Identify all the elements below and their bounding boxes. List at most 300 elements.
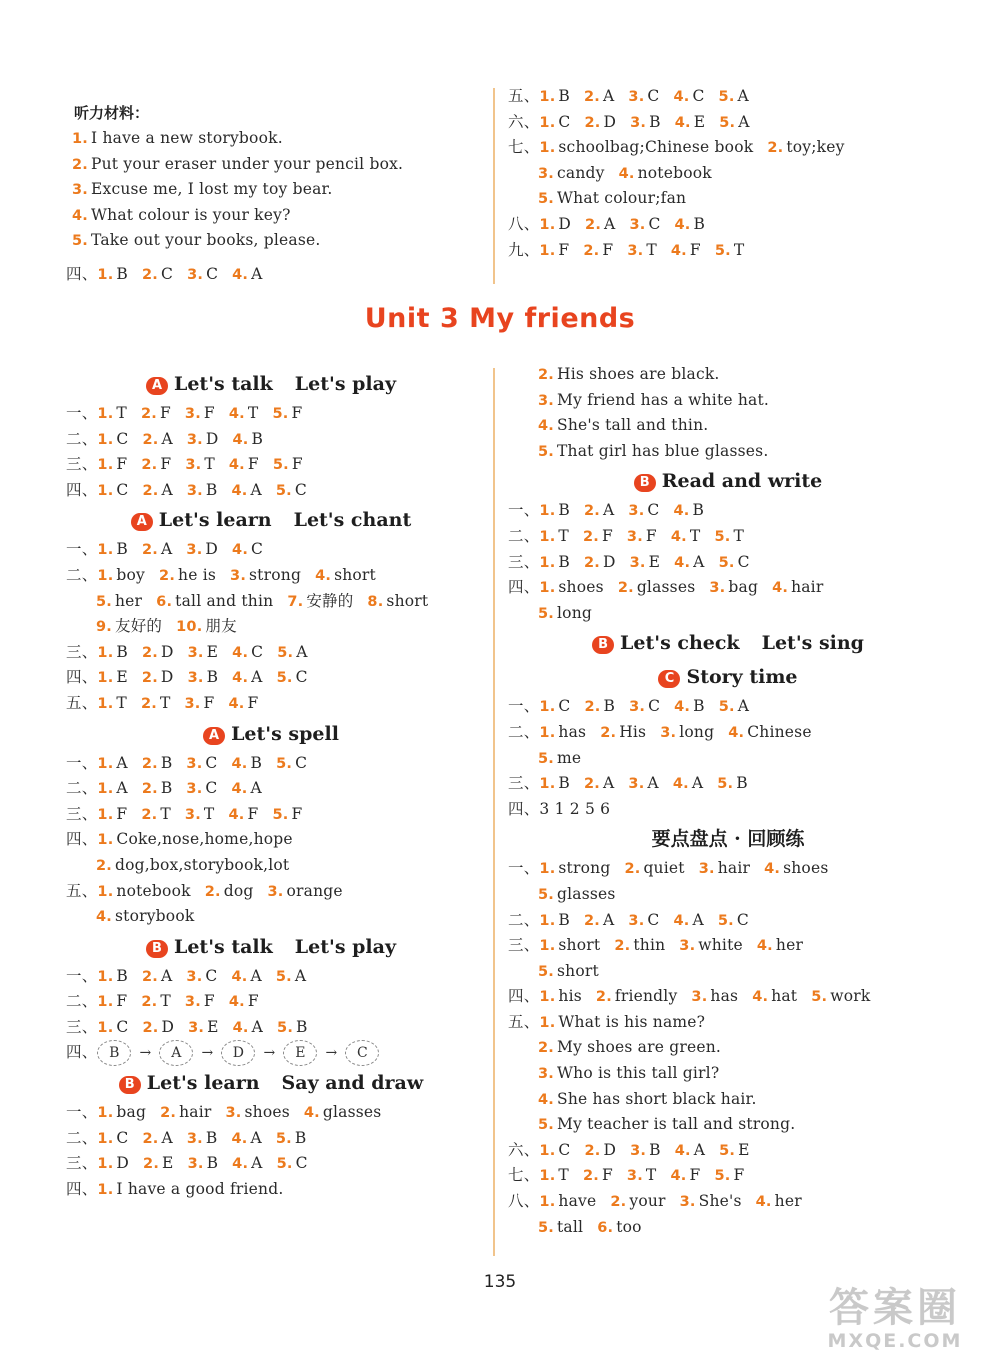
item-number: 4. — [674, 554, 691, 571]
answer-value: B — [603, 697, 616, 716]
question-group-label: 三、 — [66, 1017, 98, 1036]
listening-line — [66, 228, 476, 254]
column-divider-bottom — [493, 368, 495, 1256]
answer-value: D — [205, 429, 219, 448]
answer-value: F — [159, 404, 171, 422]
answer-value: shoes — [783, 859, 829, 878]
answer-line — [508, 1010, 948, 1036]
question-group-label: 二、 — [66, 992, 98, 1011]
item-number: 1. — [539, 580, 556, 597]
answer-value: T — [645, 1166, 657, 1185]
item-number: 3. — [186, 1130, 203, 1147]
answer-value: A — [647, 774, 659, 793]
item-number: 1. — [97, 755, 114, 772]
answer-line — [66, 401, 476, 427]
item-number: 1. — [539, 938, 556, 955]
question-group-label: 七、 — [508, 1166, 540, 1185]
item-number: 3. — [538, 392, 554, 409]
item-number: 2. — [767, 140, 784, 157]
section-title: Let's check — [620, 632, 740, 655]
item-number: 3. — [679, 1194, 696, 1211]
answer-value: 友好的 — [115, 617, 163, 636]
item-number: 1. — [97, 644, 114, 661]
answer-value: A — [251, 1017, 264, 1036]
answer-value: A — [250, 966, 262, 985]
question-group-label: 一、 — [508, 501, 540, 520]
answer-value: F — [689, 240, 701, 259]
answer-value: short — [334, 565, 376, 584]
answer-value: A — [603, 774, 615, 793]
item-number: 3. — [627, 242, 644, 259]
answer-value: E — [648, 552, 661, 571]
answer-value: T — [160, 992, 171, 1011]
answer-line — [66, 964, 476, 990]
answer-value: B — [649, 1140, 661, 1159]
item-number: 10. — [176, 619, 203, 636]
answer-value: T — [689, 526, 701, 545]
answer-value: B — [116, 540, 128, 559]
watermark-text: 答案圈 — [829, 1285, 961, 1331]
answer-value: F — [558, 240, 570, 259]
item-number: 9. — [96, 619, 112, 636]
answer-line — [508, 746, 948, 772]
sequence-node: D — [221, 1040, 255, 1066]
item-number: 3. — [628, 503, 645, 520]
item-number: 5. — [96, 593, 112, 610]
answer-value: E — [693, 112, 706, 131]
answer-value: notebook — [116, 881, 191, 900]
answer-value: C — [205, 966, 218, 985]
item-number: 3. — [184, 406, 201, 422]
answer-line — [66, 904, 476, 930]
answer-value: A — [250, 480, 262, 499]
answer-value: That girl has blue glasses. — [557, 441, 769, 460]
question-group-label: 一、 — [66, 540, 98, 559]
section-heading — [508, 822, 948, 856]
item-number: 2. — [72, 156, 88, 173]
item-number: 3. — [188, 1019, 205, 1036]
answer-value: F — [116, 804, 128, 823]
answer-line — [66, 827, 476, 853]
item-number: 5. — [538, 1117, 554, 1134]
item-number: 1. — [539, 89, 556, 105]
item-number: 3. — [691, 989, 708, 1006]
item-number: 2. — [584, 503, 600, 520]
answer-line — [508, 439, 948, 465]
item-number: 1. — [539, 114, 556, 131]
item-number: 2. — [140, 406, 157, 422]
answer-value: F — [247, 455, 259, 474]
item-number: 3. — [628, 912, 645, 929]
item-number: 1. — [97, 832, 114, 849]
item-number: 2. — [610, 1194, 627, 1211]
answer-value: I have a good friend. — [116, 1179, 284, 1198]
answer-line — [508, 959, 948, 985]
item-number: 1. — [539, 1142, 556, 1159]
item-number: 2. — [141, 457, 158, 474]
answer-value: T — [247, 404, 259, 422]
item-number: 5. — [538, 443, 554, 460]
answer-value: C — [737, 552, 750, 571]
answer-line — [508, 84, 948, 110]
answers-top-right — [508, 84, 948, 263]
item-number: 1. — [97, 968, 114, 985]
answer-value: F — [733, 1166, 745, 1185]
item-number: 4. — [674, 1142, 691, 1159]
item-number: 1. — [539, 1168, 556, 1185]
answer-value: A — [603, 501, 615, 520]
answer-value: She's — [698, 1192, 742, 1211]
item-number: 4. — [538, 1091, 554, 1108]
answer-value: your — [629, 1192, 666, 1211]
item-number: 1. — [539, 861, 556, 878]
item-number: 4. — [231, 781, 248, 798]
item-number: 3. — [184, 806, 201, 823]
answer-value: glasses — [322, 1103, 382, 1122]
item-number: 1. — [97, 695, 114, 712]
item-number: 3. — [709, 580, 726, 597]
section-title-secondary: Let's play — [294, 935, 397, 958]
item-number: 4. — [315, 567, 332, 584]
answer-value: B — [693, 697, 705, 716]
question-group-label: 三、 — [66, 1154, 98, 1173]
item-number: 1. — [97, 1130, 114, 1147]
section-badge-icon: A — [203, 727, 225, 745]
section-heading — [66, 503, 476, 537]
answer-line — [508, 413, 948, 439]
listening-line — [66, 177, 476, 203]
question-group-label: 三、 — [508, 552, 540, 571]
answer-value: T — [558, 1166, 569, 1185]
item-number: 2. — [160, 1105, 177, 1122]
answer-value: F — [291, 455, 303, 474]
answer-value: toy;key — [786, 138, 845, 157]
answer-line — [508, 1138, 948, 1164]
answer-value: My shoes are green. — [557, 1038, 722, 1057]
answer-value: E — [738, 1140, 750, 1159]
item-number: 4. — [232, 542, 249, 559]
item-number: 2. — [142, 1019, 159, 1036]
answer-value: short — [558, 936, 601, 955]
answer-value: dog,box,storybook,lot — [115, 855, 290, 874]
question-group-label: 四、 — [66, 830, 98, 849]
answer-line — [66, 1151, 476, 1177]
section-title-secondary: Let's play — [294, 373, 397, 395]
answer-line — [66, 879, 476, 905]
item-number: 5. — [714, 242, 731, 259]
item-number: 1. — [97, 1181, 114, 1198]
question-group-label: 五、 — [66, 881, 98, 900]
section-heading — [66, 717, 476, 751]
item-number: 3. — [629, 554, 646, 571]
answer-line — [66, 853, 476, 879]
answer-line — [508, 984, 948, 1010]
item-number: 1. — [97, 806, 114, 823]
answer-value: C — [558, 112, 571, 131]
watermark-url: MXQE.COM — [827, 1330, 963, 1352]
section-title: 要点盘点 · 回顾练 — [651, 828, 805, 851]
item-number: 3. — [628, 776, 645, 793]
section-heading — [66, 1066, 476, 1100]
arrow-right-icon: → — [263, 1044, 276, 1061]
item-number: 3. — [185, 457, 202, 474]
item-number: 1. — [97, 482, 114, 499]
item-number: 4. — [303, 1105, 320, 1122]
item-number: 2. — [595, 989, 612, 1006]
section-badge-icon: B — [634, 474, 656, 492]
question-group-label: 四、 — [66, 668, 98, 687]
sequence-node: A — [159, 1040, 193, 1066]
item-number: 5. — [276, 755, 293, 772]
answer-value: A — [250, 1128, 262, 1147]
item-number: 5. — [714, 1168, 731, 1185]
item-number: 2. — [140, 695, 157, 712]
answer-line — [66, 262, 476, 288]
arrow-right-icon: → — [139, 1044, 152, 1061]
item-number: 5. — [277, 1019, 294, 1036]
answer-line — [508, 1215, 948, 1241]
item-number: 3. — [267, 883, 284, 900]
answer-line — [66, 640, 476, 666]
answer-value: C — [251, 540, 264, 559]
answer-value: E — [206, 642, 219, 661]
answer-value: C — [647, 87, 660, 105]
answer-value: hair — [791, 578, 824, 597]
item-number: 5. — [719, 1142, 736, 1159]
item-number: 8. — [367, 593, 384, 610]
answer-value: F — [116, 455, 128, 474]
item-number: 1. — [539, 912, 556, 929]
answer-value: C — [648, 214, 661, 233]
section-title: Let's talk — [173, 373, 273, 395]
item-number: 4. — [228, 695, 245, 712]
answer-line — [66, 452, 476, 478]
item-number: 4. — [232, 1019, 249, 1036]
answer-value: She's tall and thin. — [557, 416, 709, 435]
answer-value: long — [557, 603, 592, 622]
item-number: 4. — [618, 165, 635, 182]
question-group-label: 二、 — [508, 526, 540, 545]
item-number: 5. — [72, 233, 88, 250]
answer-value: C — [692, 87, 705, 105]
item-number: 1. — [97, 431, 114, 448]
item-number: 4. — [232, 431, 249, 448]
answer-line — [508, 601, 948, 627]
answer-line — [508, 524, 948, 550]
question-group-label: 一、 — [66, 404, 98, 422]
answer-value: C — [558, 1140, 571, 1159]
item-number: 4. — [232, 266, 249, 283]
answer-value: shoes — [244, 1103, 290, 1122]
answer-value: has — [558, 722, 587, 741]
section-badge-icon: B — [119, 1076, 141, 1094]
answers-left-column — [66, 367, 476, 1202]
answer-value: His shoes are black. — [557, 365, 720, 383]
item-number: 1. — [539, 140, 556, 157]
item-number: 2. — [142, 1130, 159, 1147]
answer-value: T — [204, 455, 215, 474]
item-number: 5. — [714, 528, 731, 545]
answer-line — [66, 665, 476, 691]
answer-value: hair — [179, 1103, 212, 1122]
answer-line — [508, 110, 948, 136]
listening-column — [66, 100, 476, 288]
section-title: Story time — [686, 666, 798, 689]
item-number: 2. — [142, 266, 158, 283]
item-number: 1. — [97, 994, 114, 1011]
answer-value: T — [558, 526, 569, 545]
answer-value: B — [558, 87, 570, 105]
item-number: 4. — [231, 968, 248, 985]
answer-line — [66, 1100, 476, 1126]
answer-value: A — [738, 112, 750, 131]
item-number: 4. — [538, 418, 554, 435]
answer-value: long — [679, 722, 715, 741]
section-title-secondary: Let's sing — [761, 632, 864, 655]
answer-line — [508, 212, 948, 238]
answer-value: her — [115, 591, 143, 610]
item-number: 4. — [670, 1168, 687, 1185]
question-group-label: 七、 — [508, 138, 540, 157]
answer-value: D — [603, 1140, 617, 1159]
answer-value: A — [692, 910, 704, 929]
answer-value: B — [205, 480, 218, 499]
answer-value: has — [710, 987, 739, 1006]
answer-line — [508, 1087, 948, 1113]
answer-value: D — [603, 112, 617, 131]
answer-value: C — [647, 501, 660, 520]
answer-value: C — [647, 910, 660, 929]
listening-text: Take out your books, please. — [91, 231, 321, 250]
listening-heading: 听力材料： — [74, 104, 150, 122]
answer-value: tall and thin — [175, 591, 274, 610]
answer-line — [508, 1189, 948, 1215]
answer-value: bag — [116, 1103, 147, 1122]
item-number: 4. — [755, 1194, 772, 1211]
sequence-node: E — [283, 1040, 317, 1066]
answer-line — [66, 478, 476, 504]
question-group-label: 一、 — [66, 753, 98, 772]
answer-line — [66, 1015, 476, 1041]
item-number: 6. — [597, 1219, 614, 1236]
answer-line — [508, 238, 948, 264]
item-number: 2. — [538, 1040, 554, 1057]
listening-text: What colour is your key? — [91, 205, 291, 224]
section-title: Let's learn — [158, 509, 272, 532]
answer-value: A — [161, 966, 173, 985]
answer-value: D — [160, 668, 174, 687]
answer-line — [66, 691, 476, 717]
listening-text: Put your eraser under your pencil box. — [91, 154, 404, 173]
section-heading — [508, 464, 948, 498]
item-number: 2. — [204, 883, 221, 900]
item-number: 5. — [718, 699, 735, 716]
section-heading — [66, 367, 476, 401]
listening-text: I have a new storybook. — [91, 129, 283, 147]
answer-value: A — [161, 480, 173, 499]
question-group-label: 八、 — [508, 214, 540, 233]
answer-value: C — [116, 480, 129, 499]
item-number: 5. — [538, 750, 554, 767]
answer-value: A — [603, 910, 615, 929]
item-number: 4. — [772, 580, 789, 597]
answer-value: A — [296, 642, 308, 661]
listening-line — [66, 152, 476, 178]
item-number: 2. — [614, 938, 631, 955]
answer-value: D — [603, 552, 616, 571]
answer-value: me — [557, 748, 582, 767]
item-number: 4. — [673, 503, 690, 520]
item-number: 4. — [228, 806, 245, 823]
answer-line — [66, 776, 476, 802]
item-number: 4. — [231, 755, 248, 772]
item-number: 1. — [539, 1194, 556, 1211]
item-number: 3. — [186, 482, 203, 499]
answer-value: C — [116, 429, 129, 448]
answer-value: strong — [249, 565, 302, 584]
item-number: 4. — [228, 406, 245, 422]
answer-value: C — [295, 753, 308, 772]
answer-value: D — [558, 214, 572, 233]
item-number: 4. — [756, 938, 773, 955]
section-title: Read and write — [661, 470, 823, 493]
answer-value: B — [206, 1154, 219, 1173]
item-number: 1. — [539, 1014, 556, 1031]
answer-value: My teacher is tall and strong. — [557, 1115, 796, 1134]
answer-line — [66, 1177, 476, 1203]
answer-value: C — [161, 264, 174, 283]
answer-value: F — [291, 804, 303, 823]
answer-value: B — [296, 1017, 308, 1036]
answer-value: F — [291, 404, 303, 422]
answer-value: A — [691, 774, 704, 793]
item-number: 3. — [184, 695, 201, 712]
item-number: 1. — [72, 131, 88, 147]
answer-value: A — [250, 779, 262, 798]
question-group-label: 一、 — [66, 966, 98, 985]
item-number: 2. — [584, 114, 601, 131]
item-number: 5. — [275, 968, 292, 985]
answer-value: B — [206, 668, 219, 687]
answer-value: B — [558, 774, 570, 793]
answer-value: A — [161, 540, 173, 559]
answer-value: T — [646, 240, 657, 259]
column-divider-top — [493, 88, 495, 284]
question-group-label: 六、 — [508, 1140, 540, 1159]
item-number: 2. — [143, 1156, 160, 1173]
answer-value: A — [294, 966, 307, 985]
question-group-label: 五、 — [508, 1012, 540, 1031]
item-number: 4. — [673, 912, 690, 929]
answer-line — [508, 1035, 948, 1061]
answer-value: A — [116, 753, 128, 772]
listening-line — [66, 203, 476, 229]
answer-value: F — [602, 240, 614, 259]
item-number: 3. — [679, 938, 696, 955]
answer-value: C — [116, 1128, 129, 1147]
item-number: 5. — [717, 912, 734, 929]
answer-value: F — [601, 526, 613, 545]
answer-line — [66, 589, 476, 615]
item-number: 5. — [277, 644, 294, 661]
answer-line — [66, 537, 476, 563]
answer-value: A — [251, 668, 263, 687]
item-number: 4. — [228, 457, 245, 474]
answer-value: white — [698, 936, 743, 955]
answer-value: A — [161, 1128, 173, 1147]
answer-line — [508, 856, 948, 882]
question-group-label: 三、 — [66, 804, 98, 823]
